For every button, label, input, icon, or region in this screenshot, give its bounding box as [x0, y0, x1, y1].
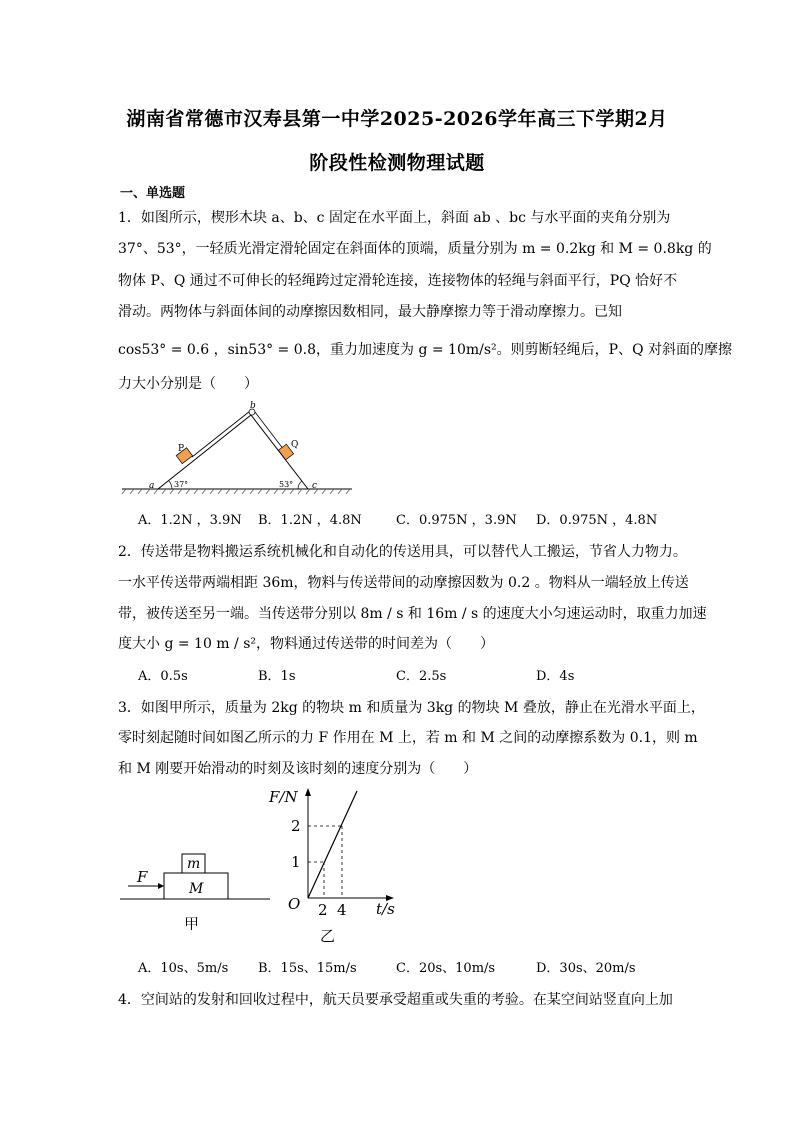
label-a: a — [149, 481, 155, 491]
q1-option-b[interactable]: B．1.2N ，4.8N — [258, 513, 362, 528]
label-force: F — [137, 868, 148, 886]
q1-line-1: 1．如图所示，楔形木块 a、b、c 固定在水平面上，斜面 ab 、bc 与水平面的夹角分别为 — [118, 210, 671, 226]
q3-option-a[interactable]: A．10s、5m/s — [138, 961, 229, 976]
q3-figure-jia — [118, 850, 278, 930]
q2-option-c[interactable]: C．2.5s — [396, 669, 447, 684]
section-heading: 一、单选题 — [120, 186, 186, 201]
label-p: P — [178, 444, 185, 454]
y-axis-label: F/N — [269, 788, 298, 806]
angle-37: 37° — [174, 480, 189, 489]
x-axis-label: t/s — [376, 900, 395, 918]
y-tick-2: 2 — [291, 817, 301, 835]
force-line — [308, 791, 357, 898]
label-b: b — [250, 401, 256, 411]
q4-line-1: 4．空间站的发射和回收过程中，航天员要承受超重或失重的考验。在某空间站竖直向上加 — [118, 992, 673, 1008]
q2-line-1: 2．传送带是物料搬运系统机械化和自动化的传送用具，可以替代人工搬运，节省人力物力。 — [118, 544, 687, 560]
caption-yi: 乙 — [320, 927, 336, 945]
q2-option-b[interactable]: B．1s — [258, 669, 296, 684]
angle-53: 53° — [279, 480, 294, 489]
paper-title-line2: 阶段性检测物理试题 — [309, 152, 485, 174]
q3-option-c[interactable]: C．20s、10m/s — [396, 961, 496, 976]
q1-option-d[interactable]: D．0.975N ，4.8N — [536, 513, 658, 528]
q2-line-4: 度大小 g = 10 m / s²，物料通过传送带的时间差为（ ） — [118, 636, 494, 652]
x-tick-2: 2 — [318, 901, 328, 919]
label-M: M — [189, 881, 204, 897]
label-m: m — [187, 856, 201, 872]
y-tick-1: 1 — [291, 853, 301, 871]
q1-option-c[interactable]: C．0.975N ，3.9N — [396, 513, 517, 528]
q1-line-4: 滑动。两物体与斜面体间的动摩擦因数相同，最大静摩擦力等于滑动摩擦力。已知 — [118, 304, 622, 320]
caption-jia: 甲 — [184, 915, 200, 930]
q3-line-1: 3．如图甲所示，质量为 2kg 的物块 m 和质量为 3kg 的物块 M 叠放，静止在光滑水平面上， — [118, 700, 705, 716]
q1-wedge-figure — [118, 400, 358, 496]
q2-option-d[interactable]: D．4s — [536, 669, 575, 684]
q1-line-2: 37°、53°，一轻质光滑定滑轮固定在斜面体的顶端，质量分别为 m = 0.2kg 和 M = 0.8kg 的 — [118, 241, 712, 257]
label-q: Q — [291, 440, 299, 450]
label-c: c — [312, 481, 318, 491]
q1-line-3: 物体 P、Q 通过不可伸长的轻绳跨过定滑轮连接，连接物体的轻绳与斜面平行，PQ 恰好不 — [118, 273, 678, 289]
q3-figure-yi — [264, 782, 404, 947]
q1-line-5: cos53° = 0.6 ，sin53° = 0.8，重力加速度为 g = 10m/s²。则剪断轻绳后，P、Q 对斜面的摩擦 — [118, 342, 732, 358]
q3-option-d[interactable]: D．30s、20m/s — [536, 961, 636, 976]
origin-label: O — [288, 895, 301, 913]
q2-option-a[interactable]: A．0.5s — [138, 669, 188, 684]
q2-line-3: 带，被传送至另一端。当传送带分别以 8m / s 和 16m / s 的速度大小匀速运动时，取重力加速 — [118, 606, 707, 622]
q3-line-3: 和 M 刚要开始滑动的时刻及该时刻的速度分别为（ ） — [118, 761, 478, 777]
q3-option-b[interactable]: B．15s、15m/s — [258, 961, 357, 976]
q1-option-a[interactable]: A．1.2N ，3.9N — [138, 513, 242, 528]
paper-title-line1: 湖南省常德市汉寿县第一中学2025-2026学年高三下学期2月 — [126, 108, 668, 130]
q2-line-2: 一水平传送带两端相距 36m，物料与传送带间的动摩擦因数为 0.2 。物料从一端轻放上传送 — [118, 575, 689, 591]
q1-line-6: 力大小分别是（ ） — [118, 376, 258, 392]
x-tick-4: 4 — [337, 901, 347, 919]
q3-line-2: 零时刻起随时间如图乙所示的力 F 作用在 M 上，若 m 和 M 之间的动摩擦系数为 0.1，则 m — [118, 730, 698, 746]
